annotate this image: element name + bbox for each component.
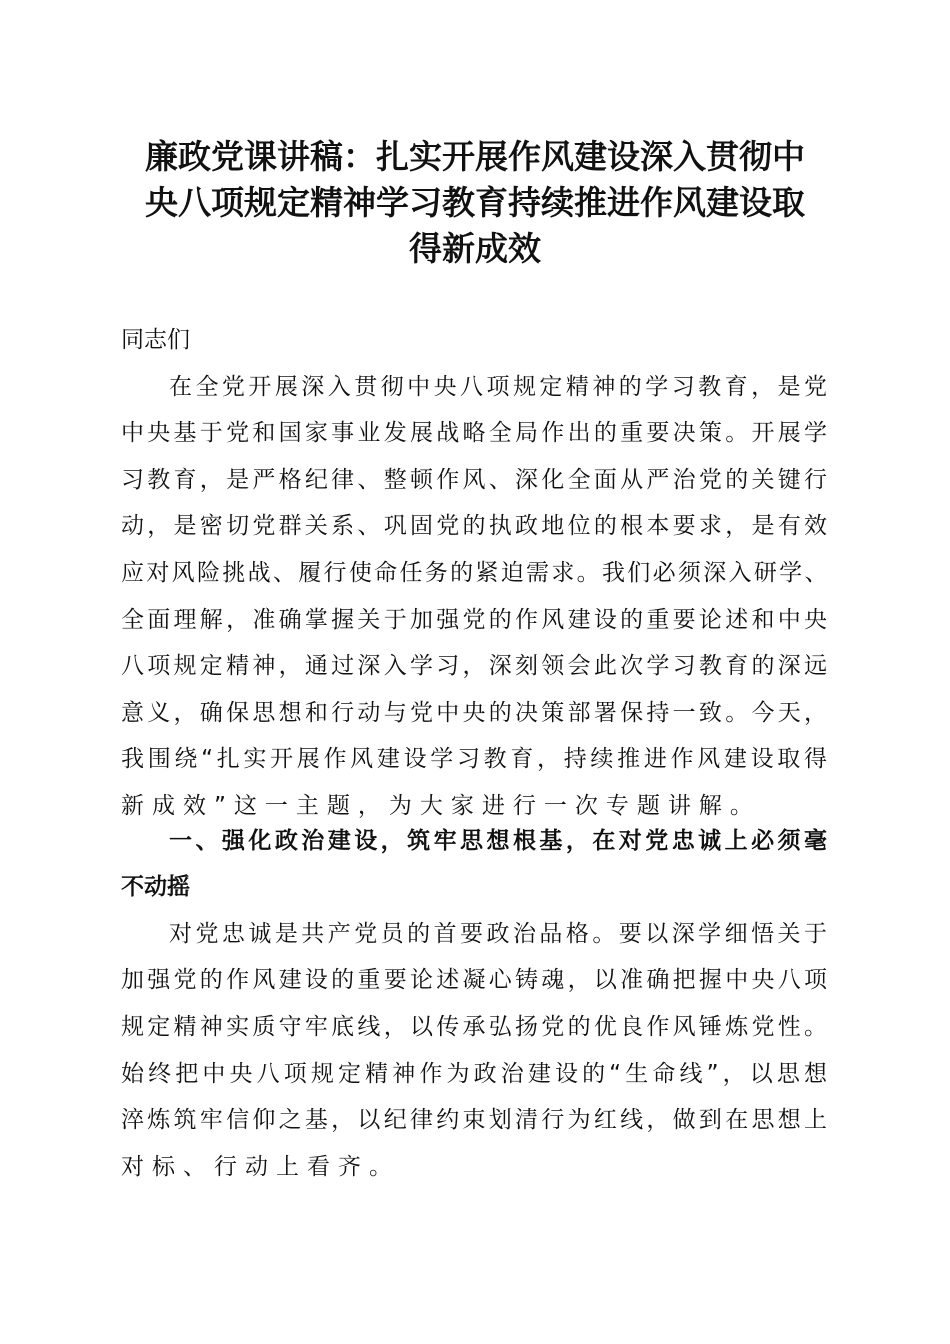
salutation: 同志们: [121, 327, 190, 353]
text-line: 动，是密切党群关系、巩固党的执政地位的根本要求，是有效: [121, 513, 827, 540]
title-line: 得新成效: [409, 229, 541, 268]
text-line: 中央基于党和国家事业发展战略全局作出的重要决策。开展学: [121, 420, 827, 447]
text-line: 在全党开展深入贯彻中央八项规定精神的学习教育，是党: [169, 373, 827, 400]
section-heading-1: [121, 818, 827, 911]
text-line: 八项规定精神，通过深入学习，深刻领会此次学习教育的深远: [121, 653, 827, 680]
text-line: 新成效”这一主题，为大家进行一次专题讲解。: [121, 792, 761, 819]
text-line: 规定精神实质守牢底线，以传承弘扬党的优良作风锤炼党性。: [121, 1013, 827, 1040]
text-line: 对党忠诚是共产党员的首要政治品格。要以深学细悟关于: [169, 920, 827, 947]
paragraph-2: [121, 911, 827, 1191]
text-line: 应对风险挑战、履行使命任务的紧迫需求。我们必须深入研学、: [121, 559, 827, 586]
text-line: 意义，确保思想和行动与党中央的决策部署保持一致。今天，: [121, 699, 827, 726]
title-line: 央八项规定精神学习教育持续推进作风建设取: [145, 183, 805, 222]
text-line: 淬炼筑牢信仰之基，以纪律约束划清行为红线，做到在思想上: [121, 1107, 827, 1134]
document-title: [110, 134, 840, 272]
heading-line: 不动摇: [121, 874, 190, 901]
title-line: 廉政党课讲稿：扎实开展作风建设深入贯彻中: [145, 137, 805, 176]
text-line: 始终把中央八项规定精神作为政治建设的“生命线”，以思想: [121, 1060, 827, 1087]
text-line: 对标、行动上看齐。: [121, 1153, 400, 1180]
text-line: 习教育，是严格纪律、整顿作风、深化全面从严治党的关键行: [121, 466, 827, 493]
paragraph-1: [121, 364, 827, 830]
text-line: 加强党的作风建设的重要论述凝心铸魂，以准确把握中央八项: [121, 967, 827, 994]
text-line: 我围绕“扎实开展作风建设学习教育，持续推进作风建设取得: [121, 746, 827, 773]
document-body: [121, 317, 827, 1190]
text-line: 全面理解，准确掌握关于加强党的作风建设的重要论述和中央: [121, 606, 827, 633]
heading-line: 一、强化政治建设，筑牢思想根基，在对党忠诚上必须毫: [169, 827, 827, 854]
